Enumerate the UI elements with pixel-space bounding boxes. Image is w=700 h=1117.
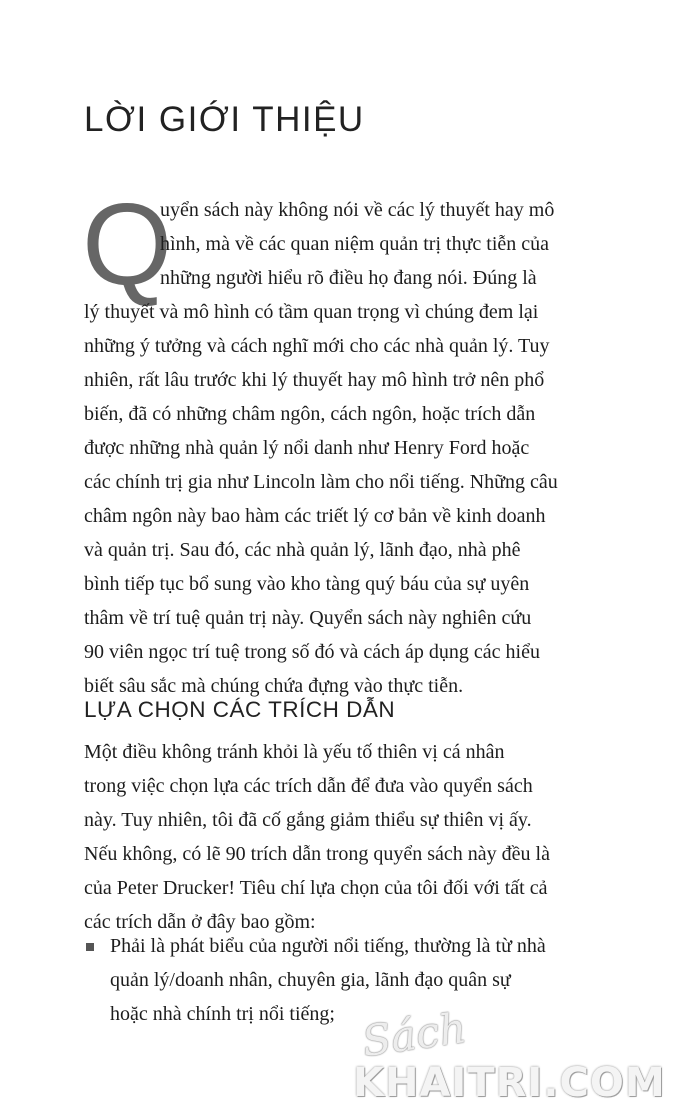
intro-line: được những nhà quản lý nổi danh như Henry Ford hoặc	[84, 437, 530, 459]
intro-line: các chính trị gia như Lincoln làm cho nổi tiếng. Những câu	[84, 471, 558, 493]
page-title: LỜI GIỚI THIỆU	[84, 100, 365, 139]
watermark-script: Sách	[359, 1002, 470, 1067]
section-line: của Peter Drucker! Tiêu chí lựa chọn của tôi đối với tất cả	[84, 877, 548, 899]
watermark-brand: KHAITRI.COM	[353, 1060, 666, 1106]
intro-line: những người hiểu rõ điều họ đang nói. Đúng là	[160, 267, 537, 289]
intro-line: biết sâu sắc mà chúng chứa đựng vào thực tiễn.	[84, 675, 464, 697]
intro-line: những ý tưởng và cách nghĩ mới cho các nhà quản lý. Tuy	[84, 335, 550, 357]
bullet-line: hoặc nhà chính trị nổi tiếng;	[110, 1003, 335, 1025]
section-line: trong việc chọn lựa các trích dẫn để đưa vào quyển sách	[84, 775, 533, 797]
section-heading: LỰA CHỌN CÁC TRÍCH DẪN	[84, 697, 396, 722]
intro-line: biến, đã có những châm ngôn, cách ngôn, hoặc trích dẫn	[84, 403, 536, 425]
section-line: này. Tuy nhiên, tôi đã cố gắng giảm thiểu sự thiên vị ấy.	[84, 809, 532, 831]
intro-line: hình, mà về các quan niệm quản trị thực tiễn của	[160, 233, 550, 255]
section-line: các trích dẫn ở đây bao gồm:	[84, 911, 316, 933]
square-bullet-icon	[86, 943, 94, 951]
intro-line: bình tiếp tục bổ sung vào kho tàng quý báu của sự uyên	[84, 573, 530, 595]
drop-cap: Q	[82, 179, 173, 309]
intro-line: uyển sách này không nói về các lý thuyết hay mô	[160, 199, 555, 221]
intro-line: châm ngôn này bao hàm các triết lý cơ bản về kinh doanh	[84, 505, 546, 527]
section-line: Nếu không, có lẽ 90 trích dẫn trong quyển sách này đều là	[84, 843, 550, 865]
intro-line: thâm về trí tuệ quản trị này. Quyển sách này nghiên cứu	[84, 607, 532, 629]
section-line: Một điều không tránh khỏi là yếu tố thiên vị cá nhân	[84, 741, 505, 763]
bullet-line: quản lý/doanh nhân, chuyên gia, lãnh đạo quân sự	[110, 969, 511, 991]
intro-line: 90 viên ngọc trí tuệ trong số đó và cách áp dụng các hiểu	[84, 641, 540, 663]
intro-line: và quản trị. Sau đó, các nhà quản lý, lãnh đạo, nhà phê	[84, 539, 521, 561]
bullet-line: Phải là phát biểu của người nổi tiếng, thường là từ nhà	[110, 935, 546, 957]
intro-line: lý thuyết và mô hình có tầm quan trọng vì chúng đem lại	[84, 301, 539, 323]
intro-line: nhiên, rất lâu trước khi lý thuyết hay mô hình trở nên phổ	[84, 369, 545, 391]
